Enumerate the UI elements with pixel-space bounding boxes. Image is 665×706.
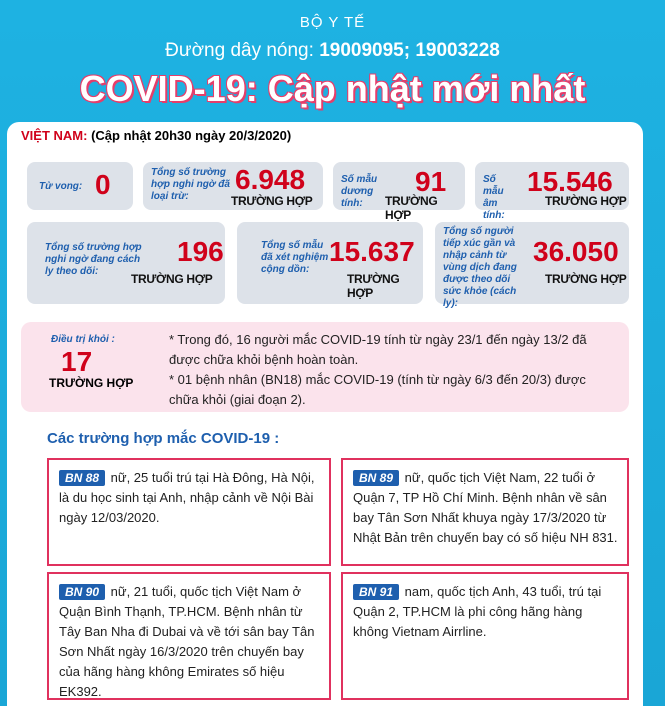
case-card <box>341 458 629 566</box>
stat-label: Tổng số trường hợp nghi ngờ đã loại trừ: <box>151 167 230 202</box>
stat-negative <box>475 162 629 221</box>
case-text: nữ, 21 tuổi, quốc tịch Việt Nam ở Quận Bình Thạnh, TP.HCM. Bệnh nhân từ Tây Ban Nha đi Dubai và về tới sân bay Tân Sơn Nhất ngày 16/3/2020 trên chuyến bay của hãng hàng không Emirates số hiệu EK392. <box>59 584 315 699</box>
stat-contacts <box>435 222 629 309</box>
case-card <box>47 572 331 700</box>
recovered-note-2: * 01 bệnh nhân (BN18) mắc COVID-19 (tính từ ngày 6/3 đến 20/3) được chữa khỏi (giai đoạn 2). <box>169 372 586 407</box>
stat-value: 6.948 <box>235 164 306 195</box>
stat-label: Tổng số người tiếp xúc gần và nhập cảnh từ vùng dịch đang được theo dõi sức khỏe (cách ly): <box>443 226 517 309</box>
info-panel <box>7 122 643 706</box>
stat-value: 36.050 <box>533 236 619 267</box>
page-title: COVID-19: Cập nhật mới nhất <box>79 68 586 109</box>
recovered-notes <box>169 330 619 410</box>
stat-label: Số mẫu dương tính: <box>341 174 378 209</box>
stat-label: Số mẫu âm tính: <box>483 174 505 221</box>
case-card <box>341 572 629 700</box>
region-name: VIỆT NAM: <box>21 128 88 143</box>
recovered-unit: TRƯỜNG HỢP <box>49 376 134 390</box>
recovered-value: 17 <box>61 346 93 377</box>
case-badge: BN 91 <box>353 584 399 600</box>
case-badge: BN 90 <box>59 584 105 600</box>
update-time: (Cập nhật 20h30 ngày 20/3/2020) <box>91 128 292 143</box>
case-card <box>47 458 331 566</box>
stat-unit: TRƯỜNG HỢP <box>231 194 313 208</box>
stat-tested-total <box>237 222 423 304</box>
stat-unit: TRƯỜNG HỢP <box>545 272 627 286</box>
stat-value: 0 <box>95 169 111 200</box>
case-text: nữ, 25 tuổi trú tại Hà Đông, Hà Nội, là du học sinh tại Anh, nhập cảnh về Nội Bài ngày 12/03/2020. <box>59 470 315 525</box>
stat-value: 15.546 <box>527 166 613 197</box>
stat-label: Tổng số mẫu đã xét nghiệm cộng dồn: <box>261 240 329 275</box>
stat-unit: TRƯỜNG HỢP <box>385 194 438 222</box>
stat-value: 196 <box>177 236 224 267</box>
stat-label: Tổng số trường hợp nghi ngờ đang cách ly theo dõi: <box>45 242 142 277</box>
case-badge: BN 89 <box>353 470 399 486</box>
case-badge: BN 88 <box>59 470 105 486</box>
stat-unit: TRƯỜNG HỢP <box>347 272 400 300</box>
case-text: nam, quốc tịch Anh, 43 tuổi, trú tại Quận 2, TP.HCM là phi công hãng hàng không Vietnam Airrline. <box>353 584 602 639</box>
stat-positive <box>333 162 465 222</box>
cases-title: Các trường hợp mắc COVID-19 : <box>47 430 280 447</box>
region-heading <box>21 128 291 143</box>
stat-value: 91 <box>415 166 447 197</box>
hotline-numbers: 19009095; 19003228 <box>319 40 500 61</box>
stat-unit: TRƯỜNG HỢP <box>545 194 627 208</box>
stat-deaths <box>27 162 133 210</box>
stat-suspected-ruled-out <box>143 162 323 210</box>
hotline <box>0 40 665 62</box>
stat-isolating <box>27 222 225 304</box>
stat-label: Tử vong: <box>39 181 83 192</box>
recovered-note-1: * Trong đó, 16 người mắc COVID-19 tính từ ngày 23/1 đến ngày 13/2 đã được chữa khỏi bệnh hoàn toàn. <box>169 332 587 367</box>
case-text: nữ, quốc tịch Việt Nam, 22 tuổi ở Quận 7, TP Hồ Chí Minh. Bệnh nhân về sân bay Tân Sơn Nhất khuya ngày 17/3/2020 từ Nhật Bản trên chuyến bay có số hiệu NH 831. <box>353 470 618 545</box>
stat-unit: TRƯỜNG HỢP <box>131 272 213 286</box>
stat-value: 15.637 <box>329 236 415 267</box>
hotline-label: Đường dây nóng: <box>165 40 314 61</box>
ministry-label: BỘ Y TẾ <box>299 14 366 31</box>
recovered-label: Điều trị khỏi : <box>51 334 115 345</box>
recovered-box <box>21 322 629 412</box>
